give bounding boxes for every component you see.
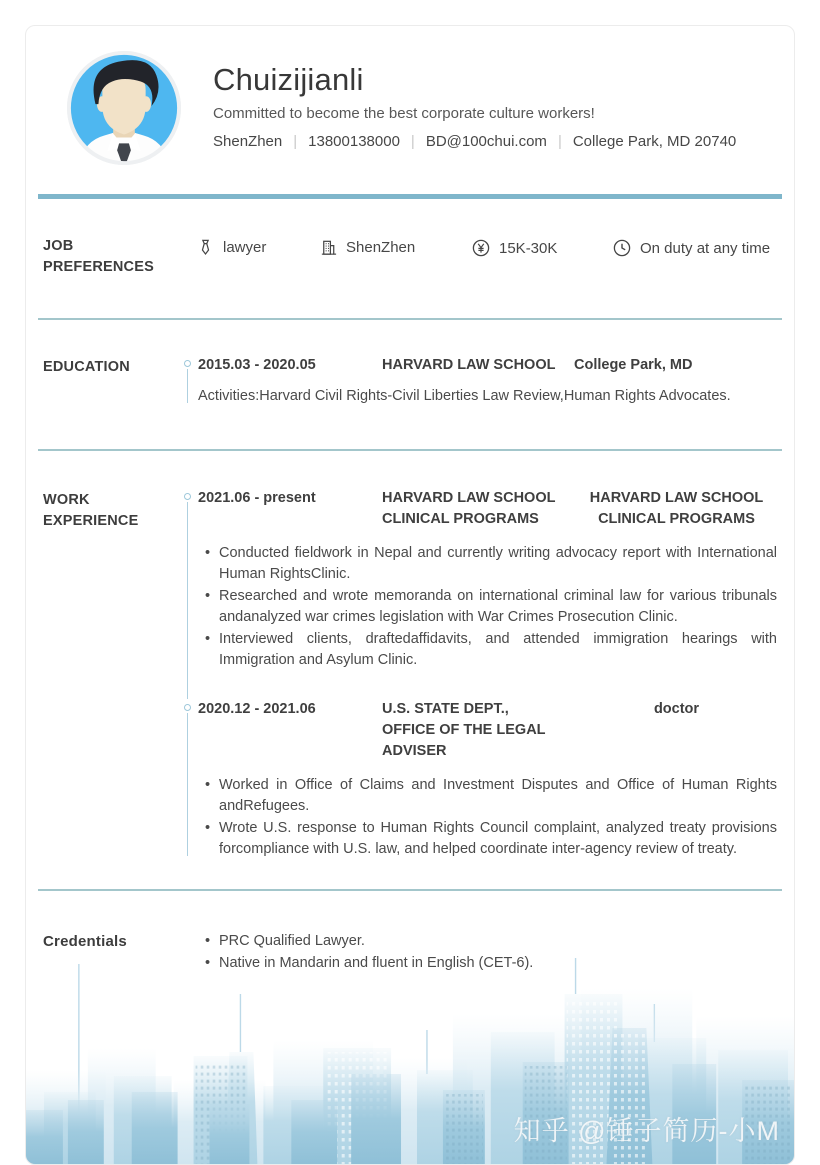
contact-phone: 13800138000: [308, 133, 400, 150]
work-bullet: • Worked in Office of Claims and Investment Disputes and Office of Human Rights andRefugees.: [198, 775, 777, 817]
section-label-job-preferences: JOB PREFERENCES: [43, 238, 154, 275]
section-label-credentials: Credentials: [43, 933, 127, 950]
work-entry-head: [198, 699, 777, 762]
contact-city: ShenZhen: [213, 133, 283, 150]
credential-item: • PRC Qualified Lawyer.: [198, 931, 777, 952]
section-divider: [38, 318, 782, 320]
work-organization: HARVARD LAW SCHOOL CLINICAL PROGRAMS: [382, 490, 556, 527]
pref-availability: [612, 238, 770, 258]
timeline-dot: [184, 360, 191, 367]
header-accent-bar: [38, 194, 782, 199]
work-period: 2021.06 - present: [198, 490, 316, 506]
work-bullet: • Wrote U.S. response to Human Rights Council complaint, analyzed treaty provisions forcompliance with U.S. law, and helped coordinate inter-agency review of treaty.: [198, 818, 777, 860]
timeline-dot: [184, 493, 191, 500]
work-entry-1: [184, 488, 777, 671]
work-period: 2020.12 - 2021.06: [198, 701, 316, 717]
pref-position: [196, 238, 266, 257]
contact-email: BD@100chui.com: [425, 133, 547, 150]
pref-availability-label: On duty at any time: [640, 239, 771, 257]
tie-icon: [196, 238, 215, 257]
work-bullet: • Researched and wrote memoranda on international criminal law for various tribunals andanalyzed war crimes legislation with War Crimes Prosecution Clinic.: [198, 586, 777, 628]
education-period: 2015.03 - 2020.05: [198, 357, 316, 373]
work-bullet-list: [198, 775, 777, 860]
work-role: HARVARD LAW SCHOOL CLINICAL PROGRAMS: [589, 490, 764, 527]
work-bullet: • Conducted fieldwork in Nepal and currently writing advocacy report with International Human RightsClinic.: [198, 543, 777, 585]
pref-salary: [471, 238, 557, 258]
pref-city: [319, 238, 415, 257]
contact-separator: |: [557, 133, 562, 150]
work-experience-content: [184, 488, 777, 861]
work-bullet-list: [198, 543, 777, 671]
timeline-line: [187, 502, 188, 699]
education-school: HARVARD LAW SCHOOL: [382, 357, 556, 373]
contact-separator: |: [410, 133, 415, 150]
contact-separator: |: [293, 133, 298, 150]
clock-icon: [612, 238, 632, 258]
education-entry: [184, 355, 777, 407]
avatar-illustration: [65, 49, 183, 167]
section-label-education: EDUCATION: [43, 359, 130, 375]
zhihu-watermark: 知乎 @锤子简历-小M: [513, 1116, 780, 1146]
education-entry-head: [198, 355, 777, 376]
education-details: Activities:Harvard Civil Rights-Civil Liberties Law Review,Human Rights Advocates.: [198, 388, 731, 404]
avatar: [65, 49, 183, 167]
education-content: [184, 355, 777, 407]
resume-card: [25, 25, 795, 1165]
building-icon: [319, 238, 338, 257]
work-role: doctor: [653, 701, 700, 717]
pref-city-label: ShenZhen: [346, 239, 416, 256]
candidate-name: Chuizijianli: [213, 62, 364, 97]
education-location: College Park, MD: [574, 357, 693, 373]
yen-icon: [471, 238, 491, 258]
candidate-tagline: Committed to become the best corporate culture workers!: [213, 105, 595, 122]
work-entry-head: [198, 488, 777, 530]
contact-address: College Park, MD 20740: [572, 133, 737, 150]
pref-position-label: lawyer: [223, 239, 267, 256]
contact-row: [213, 133, 736, 150]
section-divider: [38, 889, 782, 891]
work-bullet: • Interviewed clients, draftedaffidavits, and attended immigration hearings with Immigration and Asylum Clinic.: [198, 629, 777, 671]
pref-salary-label: 15K-30K: [499, 239, 558, 257]
timeline-line: [187, 369, 188, 403]
credential-item: • Native in Mandarin and fluent in English (CET-6).: [198, 953, 777, 974]
timeline-line: [187, 713, 188, 856]
section-divider: [38, 449, 782, 451]
job-preferences-row: [26, 238, 794, 262]
work-organization: U.S. STATE DEPT., OFFICE OF THE LEGAL ADVISER: [382, 701, 546, 759]
timeline-dot: [184, 704, 191, 711]
section-label-work-experience: WORK EXPERIENCE: [43, 492, 139, 529]
work-entry-2: [184, 699, 777, 860]
